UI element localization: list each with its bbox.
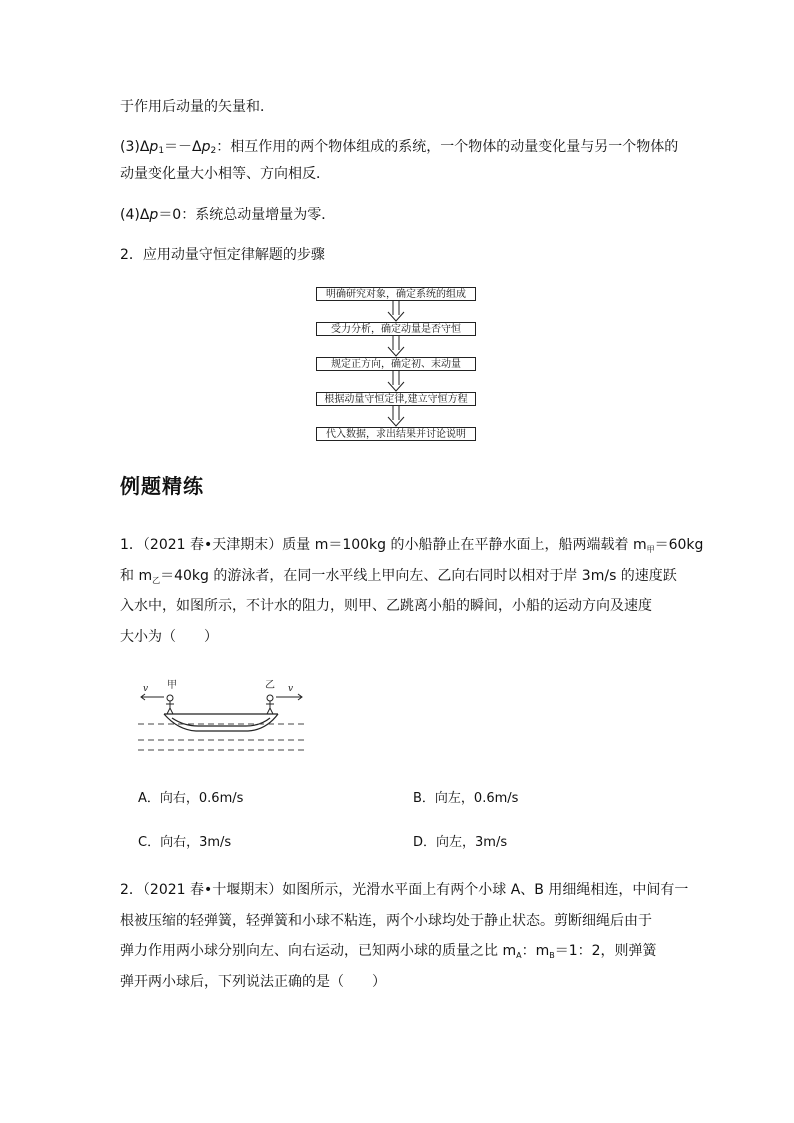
p-symbol: p (149, 139, 159, 155)
q1-text: ＝40kg 的游泳者，在同一水平线上甲向左、乙向右同时以相对于岸 3m/s 的速度跃 (160, 568, 677, 584)
q1-text: 1．（2021 春•天津期末）质量 m＝100kg 的小船静止在平静水面上，船两端载着 m (120, 537, 647, 553)
section-2-title (120, 245, 325, 265)
q1-line-4 (120, 627, 218, 647)
q2-line-2 (120, 911, 652, 931)
p-symbol: p (201, 139, 211, 155)
down-arrow-icon (316, 406, 476, 427)
item-3-text: 动量变化量大小相等、方向相反． (120, 166, 330, 182)
option-a[interactable]: A．向右，0.6m/s (138, 791, 244, 806)
flow-step: 代入数据，求出结果并讨论说明 (316, 427, 476, 441)
q2-line-4 (120, 972, 386, 992)
down-arrow-icon (316, 336, 476, 357)
item-3-line-2 (120, 164, 330, 184)
section-heading: 例题精练 (120, 474, 204, 498)
q1-text: 和 m (120, 568, 153, 584)
intro-text: 于作用后动量的矢量和． (120, 99, 274, 115)
subscript: B (549, 951, 555, 960)
subscript: 乙 (152, 576, 161, 585)
item-4-prefix: (4)Δ (120, 207, 150, 223)
subscript: 甲 (646, 545, 655, 554)
swimmer-yi-icon (266, 695, 274, 714)
q1-line-2 (120, 566, 677, 591)
left-arrow-icon (141, 694, 164, 700)
velocity-label-left: v (143, 684, 149, 694)
right-arrow-icon (276, 694, 302, 700)
boat-figure (138, 668, 308, 756)
flow-step: 受力分析，确定动量是否守恒 (316, 322, 476, 336)
item-4-text: ＝0：系统总动量增量为零． (158, 207, 336, 223)
option-c[interactable]: C．向右，3m/s (138, 835, 232, 850)
q1-line-3 (120, 596, 652, 616)
q2-text: ：m (521, 943, 550, 959)
down-arrow-icon (316, 371, 476, 392)
q1-text: 入水中，如图所示，不计水的阻力，则甲、乙跳离小船的瞬间，小船的运动方向及速度 (120, 598, 652, 614)
q1-text: ＝60kg (654, 537, 704, 553)
q2-text: 弹力作用两小球分别向左、向右运动，已知两小球的质量之比 m (120, 943, 517, 959)
subscript: 1 (158, 146, 165, 156)
section-title-text: 2．应用动量守恒定律解题的步骤 (120, 247, 325, 263)
flow-step: 明确研究对象，确定系统的组成 (316, 287, 476, 301)
flow-step: 规定正方向，确定初、末动量 (316, 357, 476, 371)
item-3-line-1 (120, 137, 678, 161)
subscript: 2 (210, 146, 217, 156)
item-3-prefix: (3)Δ (120, 139, 150, 155)
down-arrow-icon (316, 301, 476, 322)
swimmer-jia-icon (166, 695, 174, 714)
water-lines (138, 724, 306, 750)
q2-line-3 (120, 941, 657, 966)
q2-text: ＝1：2，则弹簧 (554, 943, 657, 959)
velocity-label-right: v (288, 684, 294, 694)
q1-text: 大小为（ ） (120, 629, 218, 645)
steps-flowchart (316, 287, 476, 441)
item-3-text: ：相互作用的两个物体组成的系统，一个物体的动量变化量与另一个物体的 (216, 139, 679, 155)
item-4-line (120, 205, 335, 225)
q2-text: 2．（2021 春•十堰期末）如图所示，光滑水平面上有两个小球 A、B 用细绳相连，中间有一 (120, 882, 689, 898)
q1-line-1 (120, 535, 703, 560)
q2-text: 根被压缩的轻弹簧，轻弹簧和小球不粘连，两个小球均处于静止状态。剪断细绳后由于 (120, 913, 652, 929)
swimmer-label-yi: 乙 (265, 680, 275, 691)
item-3-mid: ＝－Δ (164, 139, 202, 155)
flow-step: 根据动量守恒定律,建立守恒方程 (316, 392, 476, 406)
subscript: A (516, 951, 522, 960)
swimmer-label-jia: 甲 (167, 680, 177, 691)
boat-icon (164, 714, 278, 731)
option-d[interactable]: D．向左，3m/s (413, 835, 508, 850)
option-b[interactable]: B．向左，0.6m/s (413, 791, 519, 806)
p-symbol: p (149, 207, 159, 223)
q2-line-1 (120, 880, 688, 900)
q2-text: 弹开两小球后，下列说法正确的是（ ） (120, 974, 386, 990)
intro-line (120, 97, 274, 117)
